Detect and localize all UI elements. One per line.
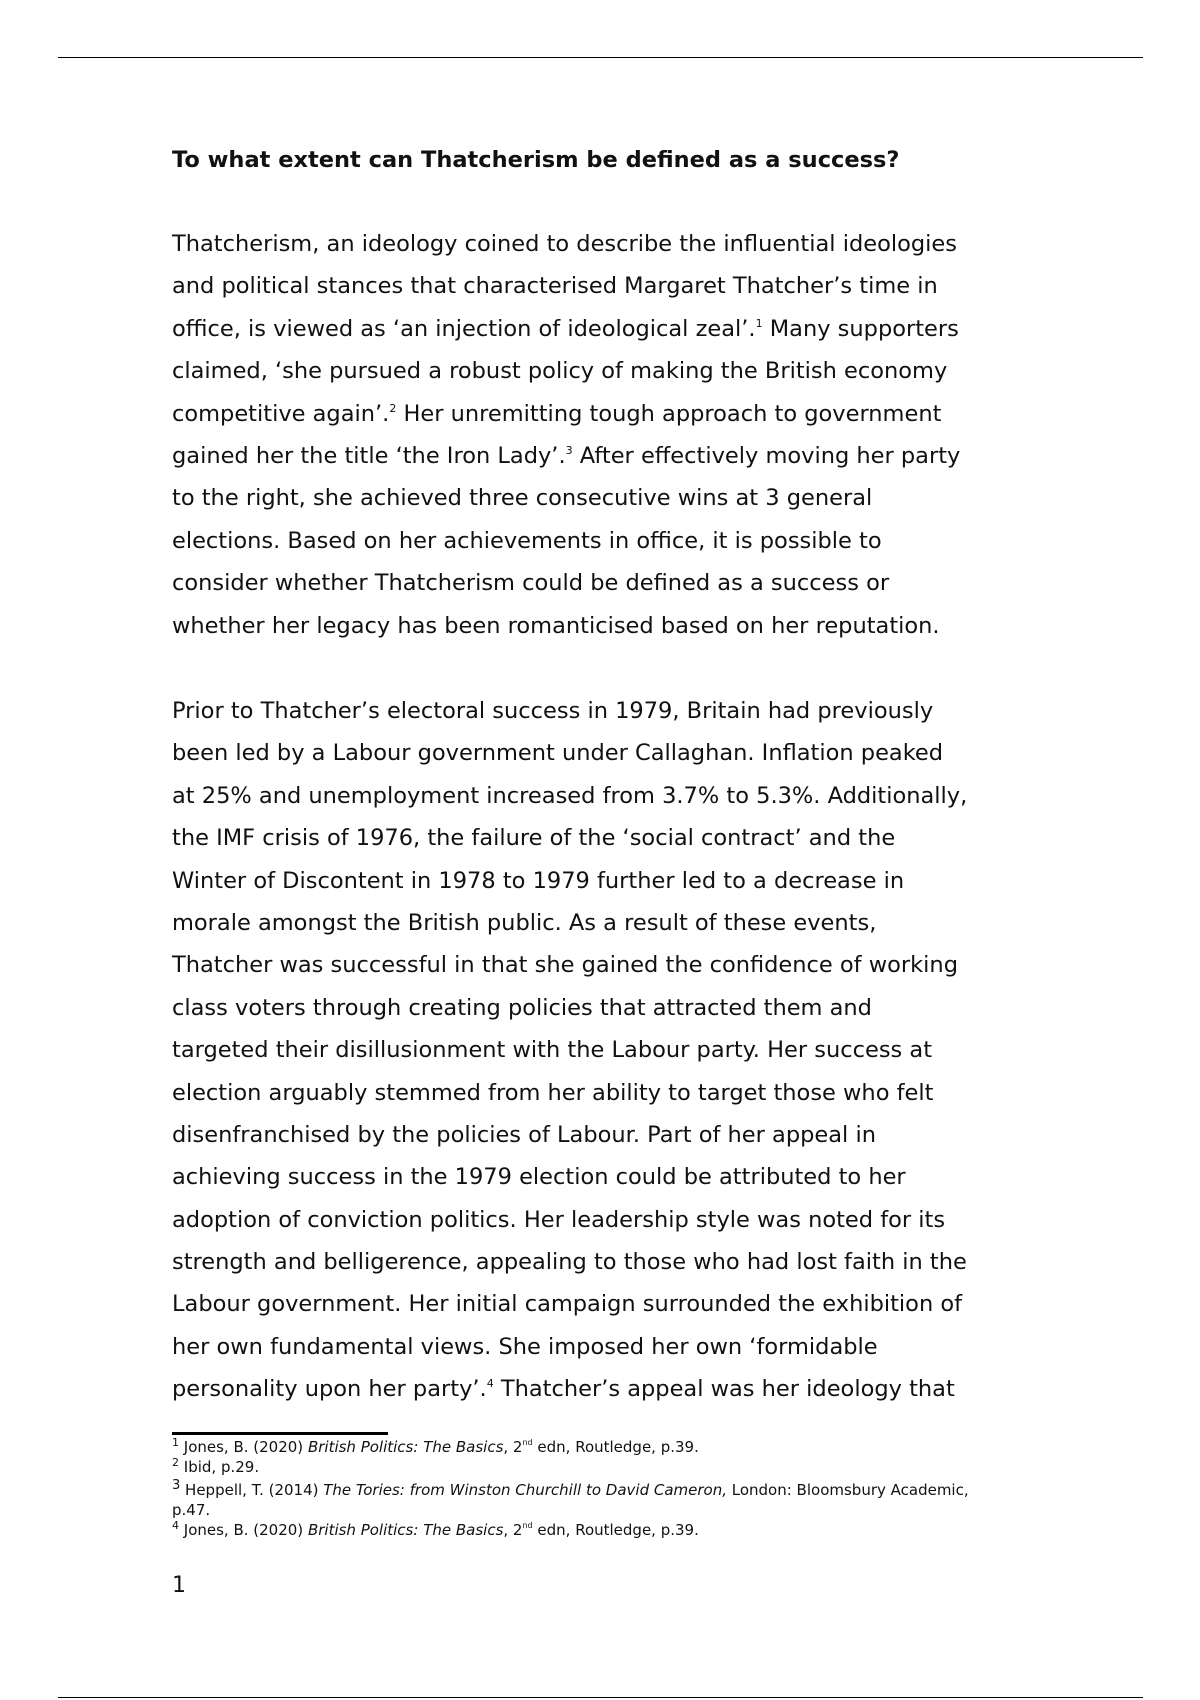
footnote-ordinal: nd xyxy=(522,1521,533,1530)
text-line xyxy=(172,1368,1052,1410)
paragraph-introduction xyxy=(172,223,1052,647)
page-top-border xyxy=(58,57,1143,58)
footnote-title: The Tories: from Winston Churchill to David Cameron, xyxy=(323,1481,727,1499)
footnote-number: 3 xyxy=(172,1478,181,1493)
text-run: office, is viewed as ‘an injection of ideological zeal’. xyxy=(172,315,756,342)
text-line: Prior to Thatcher’s electoral success in 1979, Britain had previously xyxy=(172,698,934,724)
text-line: the IMF crisis of 1976, the failure of the ‘social contract’ and the xyxy=(172,825,896,852)
text-line: targeted their disillusionment with the Labour party. Her success at xyxy=(172,1037,933,1064)
text-line: morale amongst the British public. As a result of these events, xyxy=(172,909,877,936)
text-run: Her unremitting tough approach to government xyxy=(396,400,942,427)
footnote-text: , 2 xyxy=(503,1438,523,1456)
footnote-text: , 2 xyxy=(503,1521,523,1539)
footnote-text: edn, Routledge, p.39. xyxy=(532,1521,699,1539)
footnote-text: Jones, B. (2020) xyxy=(179,1521,308,1539)
text-line: at 25% and unemployment increased from 3.7% to 5.3%. Additionally, xyxy=(172,782,968,809)
text-run: Many supporters xyxy=(762,315,959,342)
text-run: After effectively moving her party xyxy=(572,442,961,469)
text-line xyxy=(172,308,1052,350)
text-line: disenfranchised by the policies of Labour. Part of her appeal in xyxy=(172,1121,876,1148)
footnote-separator xyxy=(172,1432,388,1435)
footnote-text: Heppell, T. (2014) xyxy=(180,1481,324,1499)
footnote-title: British Politics: The Basics xyxy=(307,1521,504,1539)
footnote-4 xyxy=(172,1520,1052,1540)
footnote-reference-4[interactable]: 4 xyxy=(486,1377,494,1391)
text-line xyxy=(172,393,1052,435)
text-line: and political stances that characterised Margaret Thatcher’s time in xyxy=(172,273,938,300)
text-line: Thatcher was successful in that she gained the confidence of working xyxy=(172,952,958,979)
footnote-3-continued: p.47. xyxy=(172,1501,211,1519)
footnote-reference-3[interactable]: 3 xyxy=(565,443,573,457)
text-line: adoption of conviction politics. Her leadership style was noted for its xyxy=(172,1206,946,1233)
footnote-3 xyxy=(172,1480,1052,1500)
footnote-ordinal: nd xyxy=(522,1438,533,1447)
text-line: to the right, she achieved three consecutive wins at 3 general xyxy=(172,485,873,512)
text-line: Labour government. Her initial campaign surrounded the exhibition of xyxy=(172,1291,963,1318)
footnote-text: Ibid, p.29. xyxy=(179,1458,260,1476)
essay-title: To what extent can Thatcherism be defined as a success? xyxy=(172,147,900,173)
text-line: her own fundamental views. She imposed her own ‘formidable xyxy=(172,1333,878,1360)
text-line: strength and belligerence, appealing to those who had lost faith in the xyxy=(172,1249,967,1276)
footnote-text: Jones, B. (2020) xyxy=(179,1438,308,1456)
text-run: gained her the title ‘the Iron Lady’. xyxy=(172,442,566,469)
text-line: elections. Based on her achievements in office, it is possible to xyxy=(172,527,882,554)
text-run: competitive again’. xyxy=(172,400,390,427)
text-run: Thatcher’s appeal was her ideology that xyxy=(493,1376,955,1403)
footnote-2 xyxy=(172,1457,1052,1477)
footnote-number: 2 xyxy=(172,1456,179,1469)
text-line: achieving success in the 1979 election could be attributed to her xyxy=(172,1164,906,1191)
footnotes xyxy=(172,1437,1052,1540)
footnote-title: British Politics: The Basics xyxy=(307,1438,504,1456)
text-line: Winter of Discontent in 1978 to 1979 further led to a decrease in xyxy=(172,867,905,894)
paragraph-context xyxy=(172,690,1052,1411)
text-line: Thatcherism, an ideology coined to describe the influential ideologies xyxy=(172,231,957,257)
text-line xyxy=(172,435,1052,477)
page-number: 1 xyxy=(172,1573,186,1598)
text-line: whether her legacy has been romanticised based on her reputation. xyxy=(172,612,940,639)
page-bottom-border xyxy=(58,1697,1143,1698)
text-line: class voters through creating policies that attracted them and xyxy=(172,994,872,1021)
text-run: personality upon her party’. xyxy=(172,1376,487,1403)
footnote-text: edn, Routledge, p.39. xyxy=(532,1438,699,1456)
footnote-number: 4 xyxy=(172,1519,179,1532)
text-line: consider whether Thatcherism could be defined as a success or xyxy=(172,570,890,597)
footnote-1 xyxy=(172,1437,1052,1457)
footnote-text: London: Bloomsbury Academic, xyxy=(726,1481,969,1499)
footnote-number: 1 xyxy=(172,1436,179,1449)
text-line: claimed, ‘she pursued a robust policy of making the British economy xyxy=(172,358,948,385)
text-line: been led by a Labour government under Callaghan. Inflation peaked xyxy=(172,740,944,767)
text-line: election arguably stemmed from her ability to target those who felt xyxy=(172,1079,934,1106)
footnote-reference-1[interactable]: 1 xyxy=(755,316,763,330)
footnote-reference-2[interactable]: 2 xyxy=(389,401,397,415)
